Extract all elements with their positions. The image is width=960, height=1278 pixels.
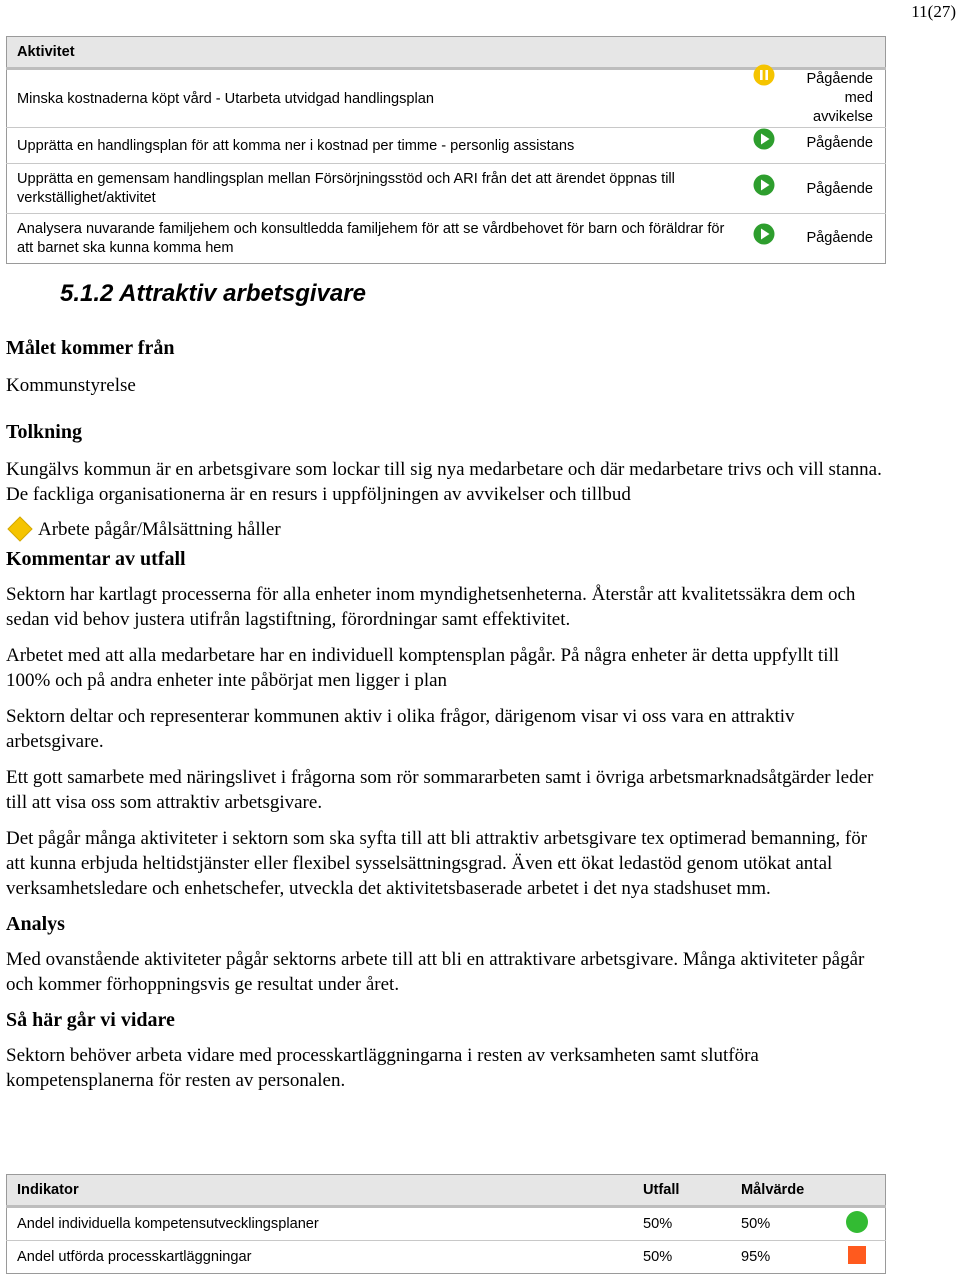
indicator-name: Andel utförda processkartläggningar <box>7 1241 634 1274</box>
activity-status <box>741 128 886 164</box>
comment-paragraph: Sektorn deltar och representerar kommunen aktiv i olika frågor, därigenom visar vi oss vara en attraktiv arbetsgivare. <box>6 706 795 752</box>
indicator-status <box>835 1207 886 1241</box>
indicator-table <box>6 1174 886 1274</box>
indicator-status <box>835 1241 886 1274</box>
interpretation-text: Kungälvs kommun är en arbetsgivare som lockar till sig nya medarbetare och där medarbetare trivs och vill stanna. <box>6 459 882 480</box>
status-label: Pågående med avvikelse <box>806 71 873 125</box>
comment-paragraph: Det pågår många aktiviteter i sektorn som ska syfta till att bli attraktiv arbetsgivare tex optimerad bemanning, för att kunna erbjuda heltidstjänster eller flexibel sysselsättningsgrad. Även ett ökat ledastöd genom utökat antal verksamhetsledare och enhetschefer, utveckla det aktivitetsbaserade arbetet i det nya stadshuset mm. <box>6 828 868 899</box>
activity-row <box>7 164 886 214</box>
goal-status <box>6 515 886 543</box>
activity-text: Upprätta en gemensam handlingsplan mellan Försörjningsstöd och ARI från det att ärendet öppnas till verkställighet/aktivitet <box>7 164 742 214</box>
indicator-header: Indikator <box>7 1175 634 1207</box>
origin-text: Kommunstyrelse <box>6 375 136 396</box>
activity-text: Analysera nuvarande familjehem och konsultledda familjehem för att se vårdbehovet för barn och föräldrar för att barnet ska kunna komma hem <box>7 214 742 264</box>
status-label: Pågående <box>806 181 873 197</box>
interpretation-heading: Tolkning <box>6 421 82 443</box>
analysis-heading: Analys <box>6 913 65 935</box>
red-square-icon <box>845 1243 869 1267</box>
indicator-status-header <box>835 1175 886 1207</box>
outcome-header: Utfall <box>633 1175 731 1207</box>
activity-status <box>741 69 886 128</box>
next-steps-text: Sektorn behöver arbeta vidare med processkartläggningarna i resten av verksamheten samt slutföra kompetensplanerna för resten av personalen. <box>6 1045 759 1091</box>
activity-text: Minska kostnaderna köpt vård - Utarbeta utvidgad handlingsplan <box>7 69 742 128</box>
section-title: 5.1.2 Attraktiv arbetsgivare <box>60 280 366 307</box>
green-circle-icon <box>845 1210 869 1234</box>
comment-paragraph: Arbetet med att alla medarbetare har en individuell komptensplan pågår. På några enheter är detta uppfyllt till 100% och på andra enheter inte påbörjat men ligger i plan <box>6 645 840 691</box>
activity-header-label: Aktivitet <box>7 37 886 69</box>
pause-icon <box>753 64 775 86</box>
activity-row <box>7 128 886 164</box>
play-icon <box>753 128 775 150</box>
activity-row <box>7 69 886 128</box>
analysis-text: Med ovanstående aktiviteter pågår sektorns arbete till att bli en attraktivare arbetsgivare. Många aktiviteter pågår och kommer förhoppningsvis ge resultat under året. <box>6 949 865 995</box>
status-label: Pågående <box>806 135 873 151</box>
activity-text: Upprätta en handlingsplan för att komma ner i kostnad per timme - personlig assistans <box>7 128 742 164</box>
indicator-outcome: 50% <box>633 1207 731 1241</box>
play-icon <box>753 174 775 196</box>
section-body <box>6 336 886 1093</box>
diamond-icon <box>6 515 34 543</box>
activity-row <box>7 214 886 264</box>
target-header: Målvärde <box>731 1175 835 1207</box>
goal-status-label: Arbete pågår/Målsättning håller <box>38 518 281 540</box>
origin-heading: Målet kommer från <box>6 337 175 359</box>
indicator-target: 50% <box>731 1207 835 1241</box>
activity-table <box>6 36 886 264</box>
indicator-table-header <box>7 1175 886 1207</box>
indicator-target: 95% <box>731 1241 835 1274</box>
comment-paragraph: Ett gott samarbete med näringslivet i frågorna som rör sommararbeten samt i övriga arbetsmarknadsåtgärder leder till att visa oss som attraktiv arbetsgivare. <box>6 767 874 813</box>
activity-status <box>741 164 886 214</box>
activity-status <box>741 214 886 264</box>
comment-paragraph: Sektorn har kartlagt processerna för alla enheter inom myndighetsenheterna. Återstår att kvalitetssäkra dem och sedan vid behov justera utifrån lagstiftning, förordningar samt effektivitet. <box>6 584 856 630</box>
indicator-row <box>7 1241 886 1274</box>
comment-heading: Kommentar av utfall <box>6 548 186 570</box>
indicator-outcome: 50% <box>633 1241 731 1274</box>
play-icon <box>753 223 775 245</box>
interpretation-text: De fackliga organisationerna är en resurs i uppföljningen av avvikelser och tillbud <box>6 484 631 505</box>
indicator-name: Andel individuella kompetensutvecklingsplaner <box>7 1207 634 1241</box>
page-number: 11(27) <box>911 2 956 21</box>
status-label: Pågående <box>806 230 873 246</box>
next-steps-heading: Så här går vi vidare <box>6 1009 175 1031</box>
indicator-row <box>7 1207 886 1241</box>
